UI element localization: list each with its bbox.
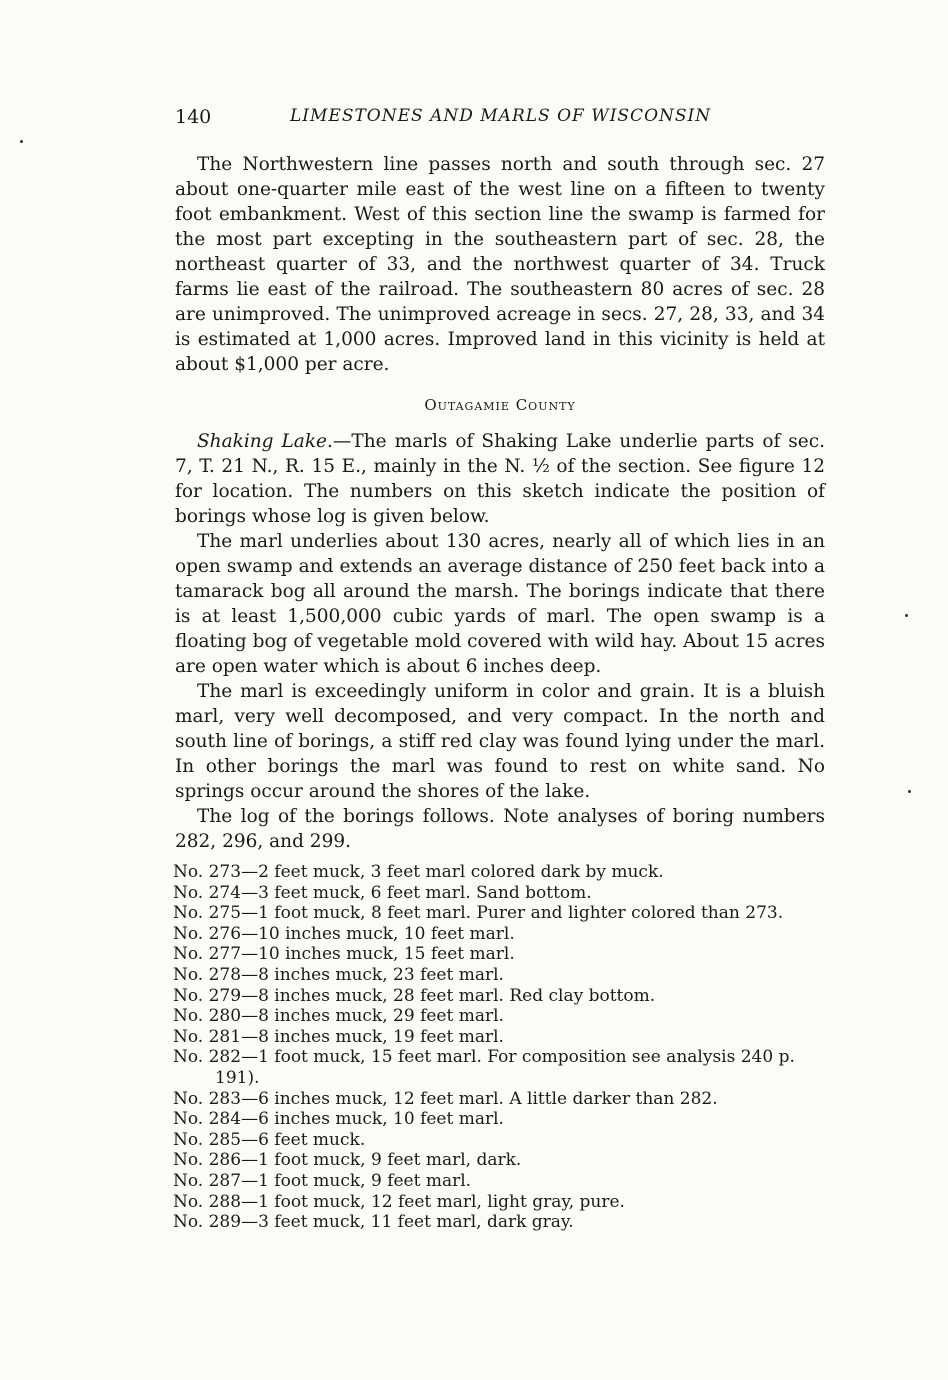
boring-log-entry: No. 285—6 feet muck. xyxy=(173,1129,366,1150)
paragraph-lead-shaking-lake: Shaking Lake. xyxy=(197,431,333,452)
boring-log-entry: No. 288—1 foot muck, 12 feet marl, light gray, pure. xyxy=(173,1191,625,1212)
boring-log-entry: No. 287—1 foot muck, 9 feet marl. xyxy=(173,1170,472,1191)
boring-log-entry: No. 280—8 inches muck, 29 feet marl. xyxy=(173,1006,504,1027)
section-heading: Outagamie County xyxy=(424,396,576,414)
paragraph-railroad: The Northwestern line passes north and south through sec. 27 about one-quarter mile east of the west line on a fifteen to twenty foot embankment. West of this section line the swamp is farmed for the most part excepting in the southeastern part of sec. 28, the northeast quarter of 33, and the northwest quarter of 34. Truck farms lie east of the railroad. The southeastern 80 acres of sec. 28 are unimproved. The unimproved acreage in secs. 27, 28, 33, and 34 is estimated at 1,000 acres. Improved land in this vicinity is held at about $1,000 per acre. xyxy=(175,154,825,375)
paragraph-shaking-lake-text: —The marls of Shaking Lake underlie parts of sec. 7, T. 21 N., R. 15 E., mainly in the N. ½ of the section. See figure 12 for location. The numbers on this sketch indicate the position of borings whose log is given below. xyxy=(175,431,825,527)
body-text xyxy=(175,152,825,854)
running-title: LIMESTONES AND MARLS OF WISCONSIN xyxy=(290,106,712,126)
scan-speck xyxy=(908,790,911,793)
boring-log-entry: No. 289—3 feet muck, 11 feet marl, dark gray. xyxy=(173,1212,574,1233)
page-number: 140 xyxy=(175,106,212,128)
paragraph-log-intro: The log of the borings follows. Note analyses of boring numbers 282, 296, and 299. xyxy=(175,806,825,852)
scan-speck xyxy=(905,614,908,617)
boring-log-entry: No. 275—1 foot muck, 8 feet marl. Purer and lighter colored than 273. xyxy=(173,903,784,924)
paragraph-shaking-lake xyxy=(175,429,825,529)
paragraph-marl-quality: The marl is exceedingly uniform in color and grain. It is a bluish marl, very well decomposed, and very compact. In the north and south line of borings, a stiff red clay was found lying under the marl. In other borings the marl was found to rest on white sand. No springs occur around the shores of the lake. xyxy=(175,681,825,802)
boring-log-entry: No. 274—3 feet muck, 6 feet marl. Sand bottom. xyxy=(173,882,592,903)
boring-log xyxy=(173,862,828,1233)
boring-log-entry: No. 282—1 foot muck, 15 feet marl. For composition see analysis 240 p. 191). xyxy=(173,1047,795,1088)
boring-log-entry: No. 284—6 inches muck, 10 feet marl. xyxy=(173,1109,504,1130)
boring-log-entry: No. 278—8 inches muck, 23 feet marl. xyxy=(173,964,504,985)
boring-log-entry: No. 286—1 foot muck, 9 feet marl, dark. xyxy=(173,1150,522,1171)
page-header xyxy=(175,106,825,130)
boring-log-entry: No. 276—10 inches muck, 10 feet marl. xyxy=(173,923,515,944)
boring-log-entry: No. 279—8 inches muck, 28 feet marl. Red clay bottom. xyxy=(173,985,656,1006)
boring-log-entry: No. 277—10 inches muck, 15 feet marl. xyxy=(173,944,515,965)
paragraph-marl-extent: The marl underlies about 130 acres, nearly all of which lies in an open swamp and extends an average distance of 250 feet back into a tamarack bog all around the marsh. The borings indicate that there is at least 1,500,000 cubic yards of marl. The open swamp is a floating bog of vegetable mold covered with wild hay. About 15 acres are open water which is about 6 inches deep. xyxy=(175,531,825,677)
boring-log-entry: No. 283—6 inches muck, 12 feet marl. A little darker than 282. xyxy=(173,1088,718,1109)
scan-speck xyxy=(20,140,23,143)
boring-log-entry: No. 273—2 feet muck, 3 feet marl colored dark by muck. xyxy=(173,862,664,882)
boring-log-entry: No. 281—8 inches muck, 19 feet marl. xyxy=(173,1026,504,1047)
